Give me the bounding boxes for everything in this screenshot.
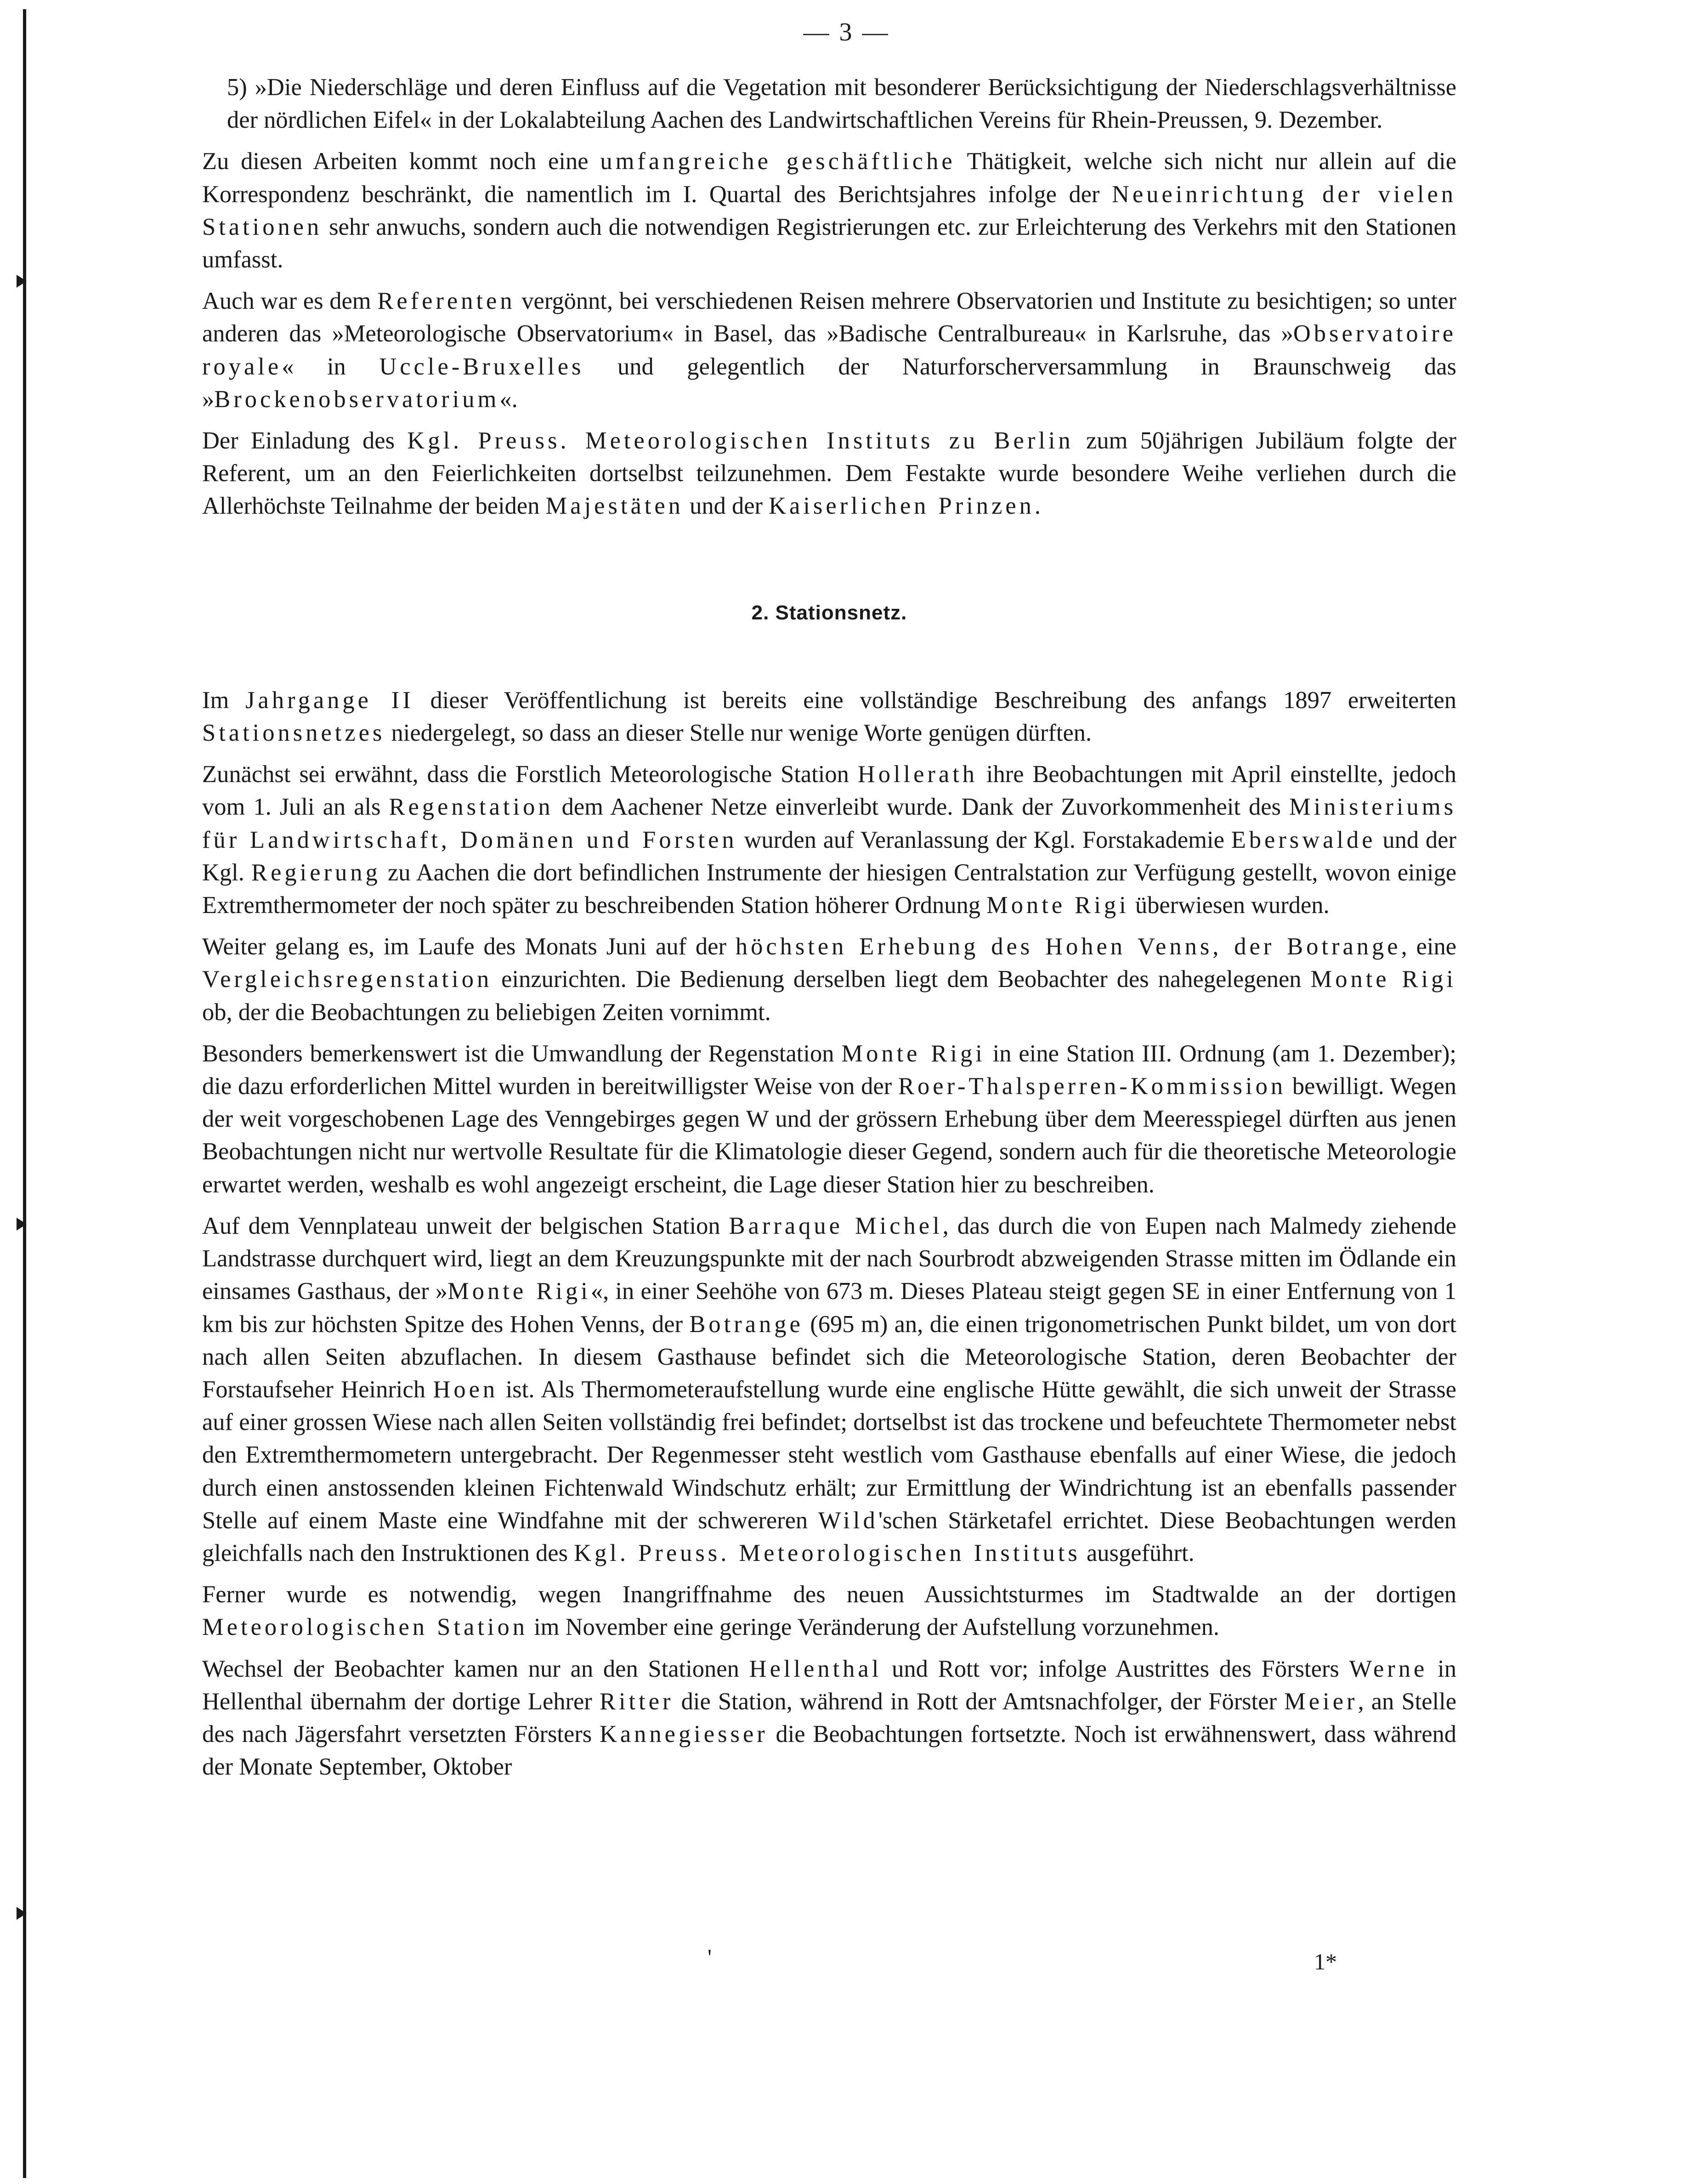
spaced-emphasis-text: Monte Rigi xyxy=(986,892,1129,919)
spaced-emphasis-text: Kgl. Preuss. Meteorologischen Instituts xyxy=(574,1539,1081,1566)
text-run: Im xyxy=(202,686,246,714)
spaced-emphasis-text: Eberswalde xyxy=(1231,826,1376,853)
text-run: zum 50jährigen Jubiläum folgte der Referent, um an den Feierlichkeiten dortselbst teilzunehmen. Dem Festakte wurde besondere Weihe verliehen durch die Allerhöchste Teilnahme der beiden xyxy=(202,427,1456,520)
text-run: «, in einer Seehöhe von 673 m. Dieses Plateau steigt gegen SE in einer Entfernung von 1 km bis zur höchsten Spitze des Hohen Venns, der xyxy=(202,1278,1456,1338)
spaced-emphasis-text: Kaiserlichen Prinzen xyxy=(769,493,1035,520)
spaced-emphasis-text: Monte Rigi xyxy=(447,1278,591,1305)
spaced-emphasis-text: Kannegiesser xyxy=(599,1720,768,1747)
spaced-emphasis-text: Jahrgange II xyxy=(245,686,414,714)
text-run: dem Aachener Netze einverleibt wurde. Dank der Zuvorkommenheit des xyxy=(553,794,1289,821)
text-run: «. xyxy=(499,386,518,413)
spaced-emphasis-text: umfangreiche geschäftliche xyxy=(600,148,956,175)
text-run: und gelegentlich der Naturforscherversammlung in Braunschweig das » xyxy=(202,353,1456,413)
paragraph xyxy=(202,758,1456,922)
spaced-emphasis-text: Neueinrichtung der vielen Stationen xyxy=(202,181,1456,240)
text-run: die Beobachtungen fortsetzte. Noch ist erwähnenswert, dass während der Monate September, Oktober xyxy=(202,1720,1456,1781)
spaced-emphasis-text: Ritter xyxy=(599,1688,674,1715)
signature-mark: 1* xyxy=(1314,1949,1337,1974)
text-run: ist. Als Thermometeraufstellung wurde eine englische Hütte gewählt, die sich unweit der Strasse auf einer grossen Wiese nach allen Seiten vollständig frei befindet; dortselbst ist das trockene und befeuchtete Thermometer nebst den Extremthermometern untergebracht. Der Regenmesser steht westlich vom Gasthause ebenfalls auf einer Wiese, die jedoch durch einen anstossenden kleinen Fichtenwald Windschutz erhält; zur Ermittlung der Windrichtung ist an ebenfalls passender Stelle auf einem Maste eine Windfahne mit der schwereren xyxy=(202,1376,1456,1534)
margin-tick-mark xyxy=(17,1218,27,1231)
text-run: einzurichten. Die Bedienung derselben liegt dem Beobachter des nahegelegenen xyxy=(492,966,1311,993)
paragraph xyxy=(202,285,1456,416)
page-number-header: — 3 — xyxy=(803,18,890,46)
spaced-emphasis-text: Uccle-Bruxelles xyxy=(379,353,584,380)
text-run: ob, der die Beobachtungen zu beliebigen Zeiten vornimmt. xyxy=(202,998,771,1026)
text-run: Weiter gelang es, im Laufe des Monats Juni auf der xyxy=(202,933,736,960)
text-run: , an Stelle des nach Jägersfahrt versetzten Försters xyxy=(202,1688,1457,1747)
spaced-emphasis-text: Brockenobservatorium xyxy=(214,386,500,413)
spaced-emphasis-text: Roer-Thalsperren-Kommission xyxy=(898,1073,1286,1100)
spaced-emphasis-text: Meteorologischen Station xyxy=(202,1614,528,1641)
spaced-emphasis-text: Majestäten xyxy=(545,493,684,520)
text-run: niedergelegt, so dass an dieser Stelle nur wenige Worte genügen dürften. xyxy=(385,720,1092,747)
spaced-emphasis-text: Hollerath xyxy=(857,761,978,788)
spaced-emphasis-text: Referenten xyxy=(377,288,515,315)
text-run: Wechsel der Beobachter kamen nur an den Stationen xyxy=(202,1655,749,1682)
spaced-emphasis-text: Werne xyxy=(1349,1655,1428,1682)
text-run: in Hellenthal übernahm der dortige Lehrer xyxy=(202,1655,1456,1715)
text-run: Auch war es dem xyxy=(202,288,378,315)
paragraphs-before-section xyxy=(202,71,1456,523)
text-run: und der Kgl. xyxy=(202,826,1456,886)
paragraph xyxy=(202,930,1456,1029)
text-run: Thätigkeit, welche sich nicht nur allein auf die Korrespondenz beschränkt, die namentlich im I. Quartal des Berichtsjahres infolge der xyxy=(202,148,1457,208)
text-run: bewilligt. Wegen der weit vorgeschobenen Lage des Venngebirges gegen W und der grössern Erhebung über dem Meeresspiegel dürften aus jenen Beobachtungen nicht nur wertvolle Resultate für die Klimatologie dieser Gegend, sondern auch für die theoretische Meteorologie erwartet werden, weshalb es wohl angezeigt erscheint, die Lage dieser Station hier zu beschreiben. xyxy=(202,1073,1456,1198)
spaced-emphasis-text: Ministeriums für Landwirtschaft, Domänen und Forsten xyxy=(202,794,1457,853)
spaced-emphasis-text: Hellenthal xyxy=(749,1655,882,1682)
text-run: überwiesen wurden. xyxy=(1129,892,1330,919)
text-run: sehr anwuchs, sondern auch die notwendigen Registrierungen etc. zur Erleichterung des Verkehrs mit den Stationen umfasst. xyxy=(202,213,1456,273)
text-run: 'schen Stärketafel errichtet. Diese Beobachtungen werden gleichfalls nach den Instruktionen des xyxy=(202,1507,1456,1566)
margin-tick-mark xyxy=(17,1907,27,1920)
text-run: und der xyxy=(683,493,769,520)
spaced-emphasis-text: Monte Rigi xyxy=(841,1040,985,1067)
text-run: vergönnt, bei verschiedenen Reisen mehrere Observatorien und Institute zu besichtigen; so unter anderen das »Meteorologische Observatorium« in Basel, das »Badische Centralbureau« in Karlsruhe, das » xyxy=(202,288,1456,347)
text-run: zu Aachen die dort befindlichen Instrumente der hiesigen Centralstation zur Verfügung gestellt, wovon einige Extremthermometer der noch später zu beschreibenden Station höherer Ordnung xyxy=(202,859,1457,919)
spaced-emphasis-text: Regierung xyxy=(251,859,381,886)
text-run: Besonders bemerkenswert ist die Umwandlung der Regenstation xyxy=(202,1040,842,1067)
paragraph xyxy=(202,71,1456,136)
text-run: , das durch die von Eupen nach Malmedy ziehende Landstrasse durchquert wird, liegt an dem Kreuzungspunkte mit der nach Sourbrodt abzweigenden Strasse mitten im Ödlande ein einsames Gasthaus, der » xyxy=(202,1212,1456,1305)
margin-binding-line xyxy=(23,9,26,2178)
spaced-emphasis-text: Regenstation xyxy=(389,794,554,821)
margin-tick-mark xyxy=(17,275,27,288)
text-run: dieser Veröffentlichung ist bereits eine vollständige Beschreibung des anfangs 1897 erweiterten xyxy=(413,686,1456,714)
text-run: Zu diesen Arbeiten kommt noch eine xyxy=(202,148,600,175)
spaced-emphasis-text: höchsten Erhebung des Hohen Venns, der Botrange xyxy=(735,933,1401,960)
text-run: . xyxy=(1034,493,1041,520)
text-run: ausgeführt. xyxy=(1080,1539,1195,1566)
footer-mark: ' xyxy=(708,1944,712,1970)
section-heading: 2. Stationsnetz. xyxy=(751,601,907,624)
text-run: die Station, während in Rott der Amtsnachfolger, der Förster xyxy=(674,1688,1285,1715)
text-run: (695 m) an, die einen trigonometrischen Punkt bildet, um von dort nach allen Seiten abzuflachen. In diesem Gasthause befindet sich die Meteorologische Station, deren Beobachter der Forstaufseher Heinrich xyxy=(202,1310,1456,1403)
spaced-emphasis-text: Wild xyxy=(818,1507,878,1534)
paragraph xyxy=(202,1038,1456,1201)
paragraph xyxy=(202,1653,1456,1784)
paragraphs-after-section xyxy=(202,684,1456,1784)
text-run: Zunächst sei erwähnt, dass die Forstlich Meteorologische Station xyxy=(202,761,858,788)
paragraph xyxy=(202,145,1456,276)
spaced-emphasis-text: Vergleichsregenstation xyxy=(202,966,493,993)
paragraph xyxy=(202,684,1456,749)
spaced-emphasis-text: Hoen xyxy=(433,1376,498,1403)
text-run: im November eine geringe Veränderung der Aufstellung vorzunehmen. xyxy=(527,1614,1219,1641)
paragraph xyxy=(202,1210,1456,1570)
spaced-emphasis-text: Observatoire royale xyxy=(202,320,1456,380)
paragraph xyxy=(202,425,1456,523)
spaced-emphasis-text: Monte Rigi xyxy=(1310,966,1456,993)
text-run: « in xyxy=(282,353,379,380)
text-run: Auf dem Vennplateau unweit der belgischen Station xyxy=(202,1212,729,1239)
spaced-emphasis-text: Botrange xyxy=(689,1310,804,1338)
text-run: 5) »Die Niederschläge und deren Einfluss auf die Vegetation mit besonderer Berücksichtigung der Niederschlagsverhältnisse der nördlichen Eifel« in der Lokalabteilung Aachen des Landwirtschaftlichen Vereins für Rhein-Preussen, 9. Dezember. xyxy=(227,74,1456,134)
spaced-emphasis-text: Kgl. Preuss. Meteorologischen Instituts zu Berlin xyxy=(407,427,1074,454)
spaced-emphasis-text: Meier xyxy=(1284,1688,1358,1715)
spaced-emphasis-text: Barraque Michel xyxy=(729,1212,943,1239)
text-run: und Rott vor; infolge Austrittes des Försters xyxy=(882,1655,1349,1682)
text-run: Der Einladung des xyxy=(202,427,408,454)
text-run: ihre Beobachtungen mit April einstellte, jedoch vom 1. Juli an als xyxy=(202,761,1456,821)
text-run: , eine xyxy=(1401,933,1456,960)
text-run: in eine Station III. Ordnung (am 1. Dezember); die dazu erforderlichen Mittel wurden in bereitwilligster Weise von der xyxy=(202,1040,1456,1100)
text-run: wurden auf Veranlassung der Kgl. Forstakademie xyxy=(737,826,1231,853)
spaced-emphasis-text: Stationsnetzes xyxy=(202,720,385,747)
paragraph xyxy=(202,1578,1456,1644)
document-body xyxy=(202,71,1456,1792)
text-run: Ferner wurde es notwendig, wegen Inangriffnahme des neuen Aussichtsturmes im Stadtwalde an der dortigen xyxy=(202,1581,1456,1608)
